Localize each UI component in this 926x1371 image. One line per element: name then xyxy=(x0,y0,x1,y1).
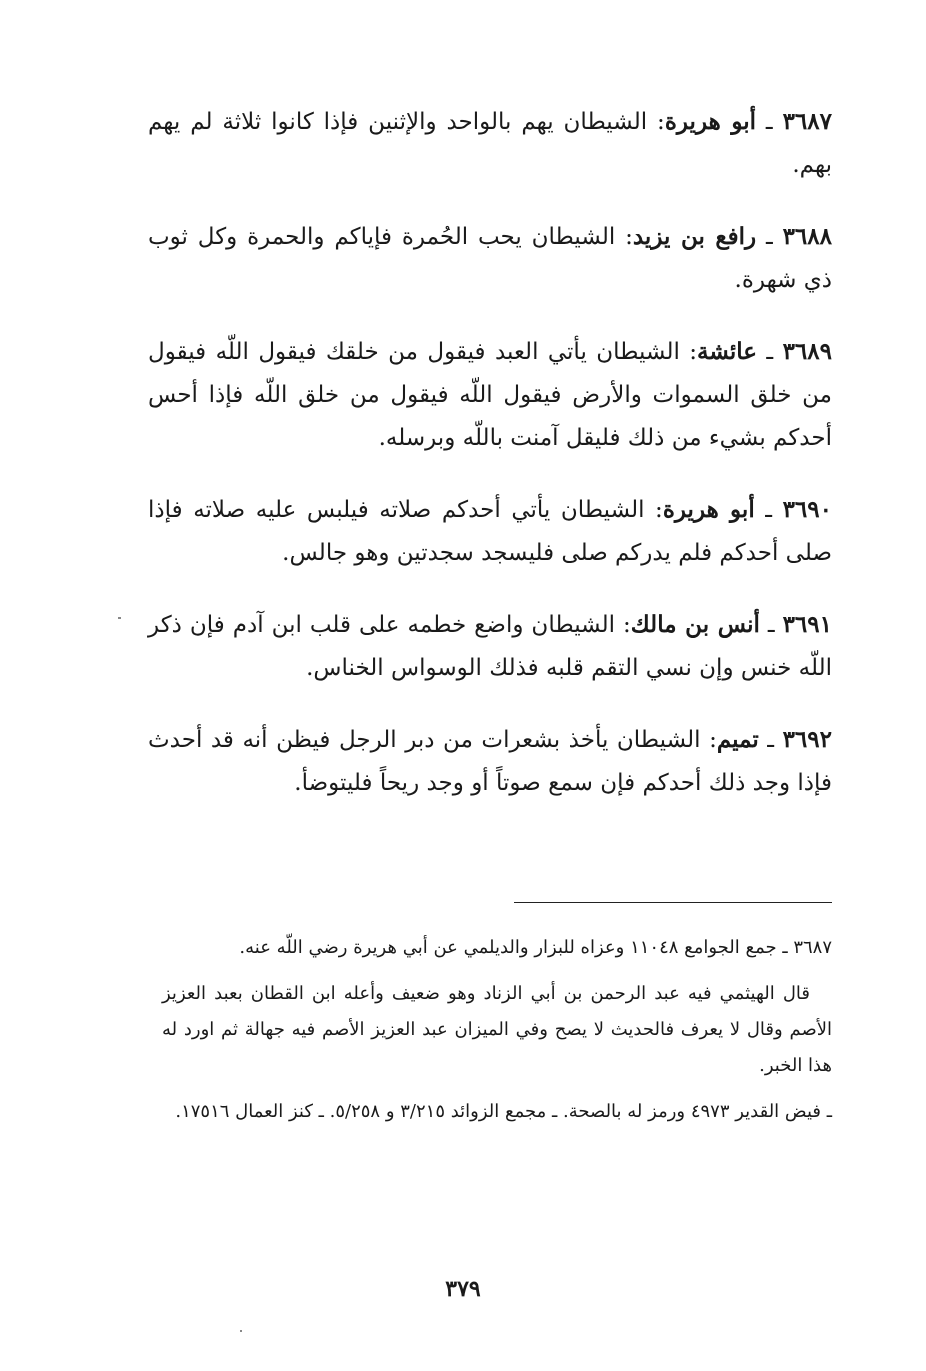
hadith-text: الشيطان يحب الحُمرة فإياكم والحمرة وكل ثوب ذي شهرة. xyxy=(148,224,832,293)
hadith-entry: ٣٦٨٨ ـ رافع بن يزيد: الشيطان يحب الحُمرة فإياكم والحمرة وكل ثوب ذي شهرة. xyxy=(148,223,832,293)
hadith-narrator: رافع بن يزيد xyxy=(632,223,757,250)
footnote-divider xyxy=(514,902,832,903)
hadith-entry: ٣٦٨٧ ـ أبو هريرة: الشيطان يهم بالواحد والإثنين فإذا كانوا ثلاثة لم يهم بهم. xyxy=(148,108,832,178)
hadith-number: ٣٦٩١ xyxy=(782,611,832,638)
footnote: ٣٦٨٧ ـ جمع الجوامع ١١٠٤٨ وعزاه للبزار والديلمي عن أبي هريرة رضي اللّه عنه. xyxy=(239,937,832,958)
hadith-entry: ٣٦٩١ ـ أنس بن مالك: الشيطان واضع خطمه على قلب ابن آدم فإن ذكر اللّه خنس وإن نسي التقم قلبه فذلك الوسواس الخناس. xyxy=(148,611,832,681)
scan-speck xyxy=(240,1330,242,1332)
hadith-text: الشيطان واضع خطمه على قلب ابن آدم فإن ذكر اللّه خنس وإن نسي التقم قلبه فذلك الوسواس الخناس. xyxy=(148,612,832,681)
hadith-text: الشيطان يهم بالواحد والإثنين فإذا كانوا ثلاثة لم يهم بهم. xyxy=(148,109,832,178)
hadith-narrator: تميم xyxy=(716,726,759,753)
hadith-entry: ٣٦٨٩ ـ عائشة: الشيطان يأتي العبد فيقول من خلقك فيقول اللّه فيقول من خلق السموات والأرض فيقول اللّه فيقول من خلق اللّه فإذا أحس أحدكم بشيء من ذلك فليقل آمنت باللّه وبرسله. xyxy=(148,338,832,451)
footnote: قال الهيثمي فيه عبد الرحمن بن أبي الزناد وهو ضعيف وأعله ابن القطان بعبد العزيز الأصم وقال لا يعرف فالحديث لا يصح وفي الميزان عبد العزيز الأصم فيه جهالة ثم اورد له هذا الخبر. xyxy=(162,983,832,1076)
hadith-narrator: أبو هريرة xyxy=(662,496,755,523)
hadith-number: ٣٦٩٢ xyxy=(782,726,832,753)
hadith-text: الشيطان يأتي أحدكم صلاته فيلبس عليه صلاته فإذا صلى أحدكم فلم يدركم صلى فليسجد سجدتين وهو جالس. xyxy=(148,497,832,566)
page-number: ٣٧٩ xyxy=(445,1276,481,1302)
hadith-entry: ٣٦٩٠ ـ أبو هريرة: الشيطان يأتي أحدكم صلاته فيلبس عليه صلاته فإذا صلى أحدكم فلم يدركم صلى فليسجد سجدتين وهو جالس. xyxy=(148,496,832,566)
scan-speck xyxy=(118,617,121,619)
hadith-text: الشيطان يأتي العبد فيقول من خلقك فيقول اللّه فيقول من خلق السموات والأرض فيقول اللّه فيقول من خلق اللّه فإذا أحس أحدكم بشيء من ذلك فليقل آمنت باللّه وبرسله. xyxy=(148,339,832,451)
footnotes xyxy=(162,930,832,1140)
hadith-text: الشيطان يأخذ بشعرات من دبر الرجل فيظن أنه قد أحدث فإذا وجد ذلك أحدكم فإن سمع صوتاً أو وجد ريحاً فليتوضأ. xyxy=(148,727,832,796)
hadith-narrator: أبو هريرة xyxy=(664,108,757,135)
hadith-narrator: عائشة xyxy=(697,338,758,365)
hadith-number: ٣٦٨٧ xyxy=(782,108,832,135)
hadith-number: ٣٦٩٠ xyxy=(782,496,832,523)
hadith-number: ٣٦٨٨ xyxy=(782,223,832,250)
footnote: ـ فيض القدير ٤٩٧٣ ورمز له بالصحة. ـ مجمع الزوائد ٣/٢١٥ و ٥/٢٥٨. ـ كنز العمال ١٧٥١٦. xyxy=(175,1101,832,1122)
hadith-list xyxy=(148,100,832,833)
hadith-narrator: أنس بن مالك xyxy=(630,611,760,638)
hadith-entry: ٣٦٩٢ ـ تميم: الشيطان يأخذ بشعرات من دبر الرجل فيظن أنه قد أحدث فإذا وجد ذلك أحدكم فإن سمع صوتاً أو وجد ريحاً فليتوضأ. xyxy=(148,726,832,796)
hadith-number: ٣٦٨٩ xyxy=(782,338,832,365)
